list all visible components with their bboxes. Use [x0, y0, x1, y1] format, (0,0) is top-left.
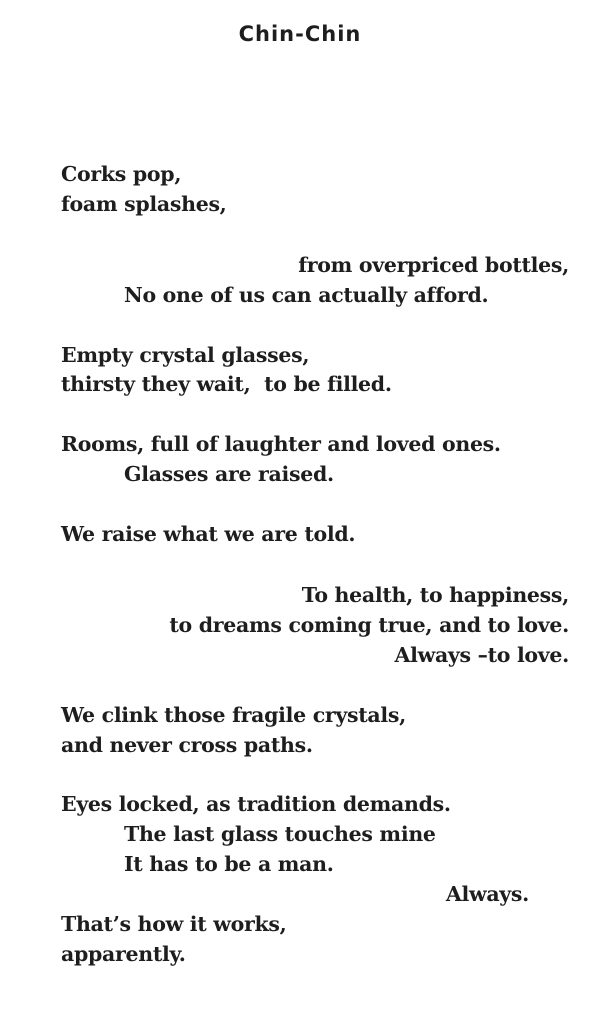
poem-line: Empty crystal glasses,: [61, 343, 310, 367]
poem-line: apparently.: [61, 942, 186, 966]
poem-title: Chin-Chin: [238, 22, 362, 46]
poem-line: thirsty they wait, to be filled.: [61, 372, 392, 396]
poem-line: No one of us can actually afford.: [124, 283, 489, 307]
poem-line: We raise what we are told.: [61, 522, 356, 546]
poem-line: That’s how it works,: [61, 912, 287, 936]
poem-line: and never cross paths.: [61, 733, 313, 757]
poem-line: Eyes locked, as tradition demands.: [61, 792, 451, 816]
poem-line: Always –to love.: [394, 643, 569, 667]
poem-line: from overpriced bottles,: [298, 253, 569, 277]
poem-line: foam splashes,: [61, 192, 227, 216]
poem-line: It has to be a man.: [124, 852, 334, 876]
poem-line: To health, to happiness,: [301, 583, 569, 607]
poem-line: Rooms, full of laughter and loved ones.: [61, 432, 501, 456]
poem-line: to dreams coming true, and to love.: [169, 613, 569, 637]
poem-line: Always.: [445, 882, 529, 906]
poem-line: The last glass touches mine: [124, 822, 436, 846]
poem-line: Corks pop,: [61, 162, 182, 186]
poem-line: Glasses are raised.: [124, 462, 334, 486]
poem-line: We clink those fragile crystals,: [61, 703, 406, 727]
